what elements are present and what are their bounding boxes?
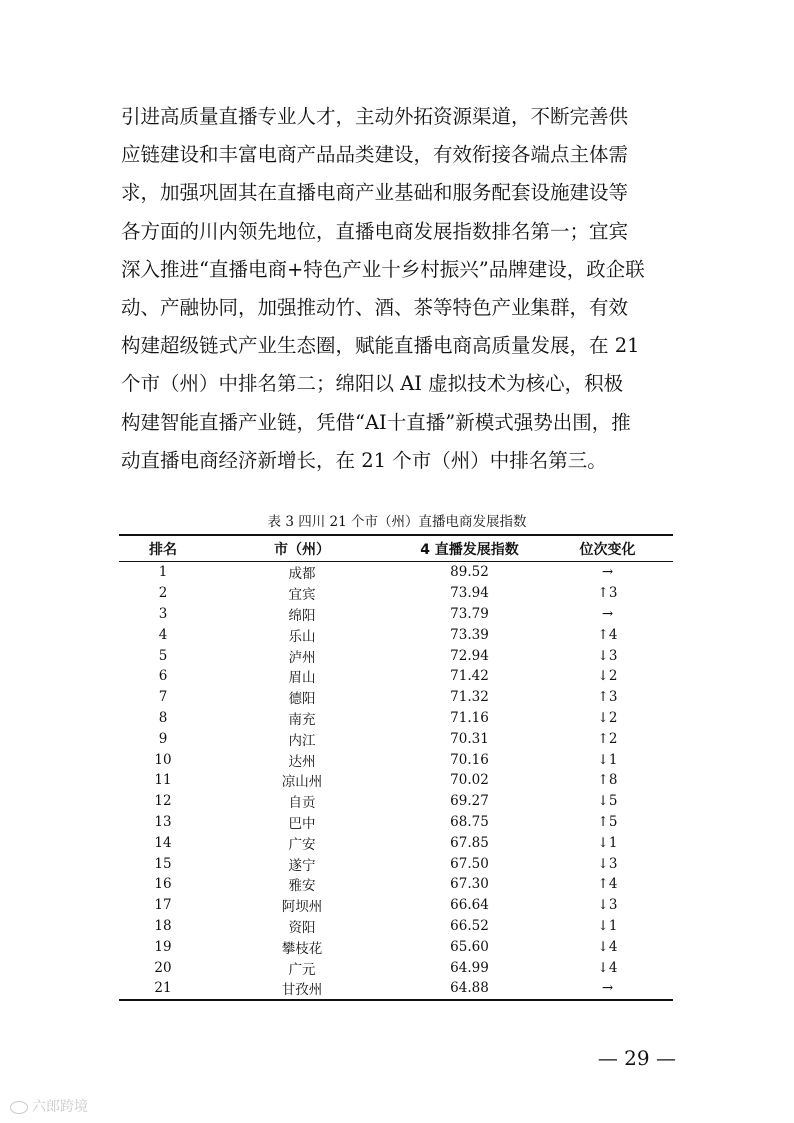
cell-index: 73.94 [450,585,489,602]
cell-city: 南充 [288,711,316,728]
cell-rank: 14 [154,834,172,851]
cell-rank-change: ↓1 [597,834,618,851]
ranking-table [119,534,673,1001]
paragraph-line: 动直播电商经济新增长，在 21 个市（州）中排名第三。 [121,448,607,472]
cell-rank: 16 [154,876,172,893]
cell-rank-change: ↓2 [597,709,618,726]
cell-index: 68.75 [450,813,489,830]
cell-rank-change: ↓3 [597,855,618,872]
cell-rank: 15 [154,855,172,872]
table-row [119,895,673,916]
cell-city: 绵阳 [288,607,316,624]
cell-rank-change: → [601,605,614,622]
cell-city: 甘孜州 [281,982,323,999]
cell-index: 70.31 [450,730,489,747]
cell-city: 乐山 [288,628,316,645]
cell-rank: 9 [158,730,168,747]
cell-rank: 2 [158,585,168,602]
cell-city: 阿坝州 [281,899,323,916]
cell-rank-change: ↓1 [597,751,618,768]
cell-rank-change: ↑8 [597,772,618,789]
table-row [119,812,673,833]
cell-index: 71.32 [450,689,489,706]
table-row [119,957,673,978]
cell-city: 成都 [288,566,316,583]
table-body [119,562,673,1000]
cell-rank: 20 [154,959,172,976]
table-row [119,666,673,687]
paragraph-line: 深入推进“直播电商+特色产业十乡村振兴”品牌建设，政企联 [121,257,645,281]
cell-rank-change: ↑2 [597,730,618,747]
cell-rank: 7 [158,689,168,706]
paragraph-line: 应链建设和丰富电商产品品类建设，有效衔接各端点主体需 [121,143,629,167]
table-row [119,791,673,812]
cell-rank: 18 [154,917,172,934]
header-index: 4 直播发展指数 [420,541,519,558]
table-row [119,708,673,729]
watermark-text: 六郎跨境 [32,1099,88,1115]
table-row [119,770,673,791]
cell-index: 73.39 [450,626,489,643]
cell-index: 64.99 [450,959,489,976]
cell-rank: 1 [158,564,168,581]
cell-rank: 21 [154,980,172,997]
cell-rank: 13 [154,813,172,830]
cell-rank: 12 [154,793,172,810]
cell-city: 攀枝花 [281,940,323,957]
cell-rank: 5 [158,647,168,664]
cell-city: 资阳 [288,919,316,936]
cell-rank-change: ↑3 [597,689,618,706]
table-row [119,583,673,604]
cell-rank-change: ↓3 [597,647,618,664]
paragraph-line: 构建超级链式产业生态圈，赋能直播电商高质量发展，在 21 [121,334,640,358]
watermark-logo-icon [10,1101,28,1114]
cell-city: 凉山州 [281,774,323,791]
cell-city: 自贡 [288,795,316,812]
cell-index: 66.52 [450,917,489,934]
table-header-row [119,535,673,562]
cell-index: 73.79 [450,605,489,622]
table-row [119,604,673,625]
cell-index: 71.42 [450,668,489,685]
cell-rank-change: ↑5 [597,813,618,830]
watermark [10,1096,88,1116]
cell-city: 遂宁 [288,857,316,874]
cell-index: 89.52 [450,564,489,581]
cell-rank: 8 [158,709,168,726]
cell-index: 70.16 [450,751,489,768]
page-number: — 29 — [597,1046,676,1070]
cell-city: 雅安 [288,878,316,895]
table-row [119,562,673,583]
paragraph-line: 各方面的川内领先地位，直播电商发展指数排名第一；宜宾 [121,219,629,243]
cell-rank: 11 [154,772,172,789]
cell-rank: 4 [158,626,168,643]
header-rank: 排名 [149,541,177,558]
cell-city: 泸州 [288,649,316,666]
cell-rank-change: ↓1 [597,917,618,934]
table-row [119,749,673,770]
cell-rank-change: ↓5 [597,793,618,810]
cell-index: 65.60 [450,938,489,955]
paragraph-line: 动、产融协同，加强推动竹、酒、茶等特色产业集群，有效 [121,295,629,319]
cell-rank-change: ↑3 [597,585,618,602]
cell-rank: 17 [154,897,172,914]
table-row [119,916,673,937]
cell-city: 内江 [288,732,316,749]
table-caption: 表 3 四川 21 个市（州）直播电商发展指数 [267,514,527,530]
cell-index: 67.85 [450,834,489,851]
table-row [119,728,673,749]
cell-city: 广安 [288,836,316,853]
cell-rank-change: ↓3 [597,897,618,914]
paragraph-line: 个市（州）中排名第二；绵阳以 AI 虚拟技术为核心，积极 [121,372,624,396]
cell-index: 71.16 [450,709,489,726]
table-row [119,832,673,853]
cell-rank: 19 [154,938,172,955]
cell-city: 广元 [288,961,316,978]
cell-rank-change: ↓4 [597,938,618,955]
body-paragraph [121,98,681,480]
paragraph-line: 求，加强巩固其在直播电商产业基础和服务配套设施建设等 [121,181,629,205]
cell-index: 67.30 [450,876,489,893]
header-city: 市（州） [274,541,330,558]
table-row [119,687,673,708]
table-row [119,853,673,874]
table-row [119,645,673,666]
header-rank-change: 位次变化 [579,541,636,558]
cell-city: 巴中 [288,815,316,832]
table-row [119,624,673,645]
cell-index: 70.02 [450,772,489,789]
cell-city: 宜宾 [288,587,316,604]
table-row [119,936,673,957]
paragraph-line: 构建智能直播产业链，凭借“AI十直播”新模式强势出围，推 [121,410,631,434]
cell-city: 达州 [288,753,316,770]
cell-index: 66.64 [450,897,489,914]
table-row [119,978,673,1000]
cell-rank: 10 [154,751,172,768]
cell-rank-change: ↑4 [597,876,618,893]
table-row [119,874,673,895]
cell-rank-change: ↓2 [597,668,618,685]
cell-rank-change: ↑4 [597,626,618,643]
cell-index: 72.94 [450,647,489,664]
cell-rank: 6 [158,668,168,685]
cell-index: 69.27 [450,793,489,810]
cell-rank-change: → [601,564,614,581]
cell-city: 德阳 [288,691,316,708]
cell-rank-change: ↓4 [597,959,618,976]
cell-index: 67.50 [450,855,489,872]
paragraph-line: 引进高质量直播专业人才，主动外拓资源渠道，不断完善供 [121,105,629,128]
cell-rank-change: → [601,980,614,997]
cell-index: 64.88 [450,980,489,997]
cell-rank: 3 [158,605,168,622]
cell-city: 眉山 [288,670,316,687]
